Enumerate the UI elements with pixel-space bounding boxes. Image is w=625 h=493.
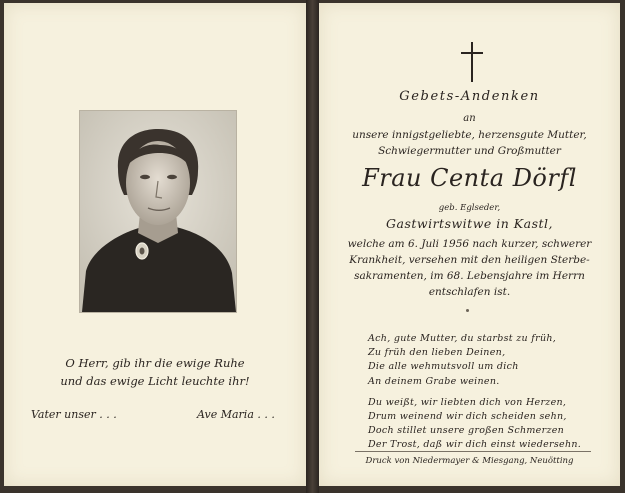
body-line: entschlafen ist.	[428, 286, 511, 298]
cross-icon	[461, 42, 483, 82]
poem-line: Ach, gute Mutter, du starbst zu früh,	[368, 333, 557, 344]
printer-credit: Druck von Niedermayer & Miesgang, Neuötting	[365, 456, 574, 466]
card-fold	[306, 0, 319, 493]
maiden-name: geb. Eglseder,	[438, 203, 501, 213]
left-card	[4, 3, 306, 486]
poem-line: Du weißt, wir liebten dich von Herzen,	[368, 396, 567, 408]
portrait-image	[80, 111, 236, 312]
vater-unser-text: Vater unser . . .	[31, 408, 117, 421]
prayer-text	[4, 354, 306, 390]
poem-line: Zu früh den lieben Deinen,	[368, 347, 506, 359]
deceased-name: Frau Centa Dörfl	[362, 164, 577, 192]
divider-line	[355, 451, 591, 452]
occupation-text: Gastwirtswitwe in Kastl,	[386, 216, 553, 231]
right-card	[319, 3, 620, 486]
poem	[368, 332, 608, 453]
portrait-photo	[79, 110, 237, 313]
body-line: sakramenten, im 68. Lebensjahre im Herrn	[354, 270, 585, 282]
stanza-gap	[368, 389, 608, 396]
separator-dot	[466, 309, 469, 312]
prayer-line: O Herr, gib ihr die ewige Ruhe	[65, 356, 245, 370]
poem-line: An deinem Grabe weinen.	[368, 375, 500, 387]
poem-line: Drum weinend wir dich scheiden sehn,	[368, 411, 567, 423]
prayer-line: und das ewige Licht leuchte ihr!	[60, 374, 250, 388]
dedication-line-2: Schwiegermutter und Großmutter	[378, 145, 561, 157]
poem-line: Doch stillet unsere großen Schmerzen	[368, 425, 565, 437]
ave-maria-text: Ave Maria . . .	[197, 408, 275, 421]
poem-line: Die alle wehmutsvoll um dich	[368, 361, 519, 373]
dedication-line-1: unsere innigstgeliebte, herzensgute Mutter,	[352, 129, 587, 141]
body-line: welche am 6. Juli 1956 nach kurzer, schwerer	[347, 238, 592, 250]
heading-an: an	[463, 113, 476, 124]
poem-line: Der Trost, daß wir dich einst wiedersehn.	[368, 439, 582, 451]
body-line: Krankheit, versehen mit den heiligen Sterbe-	[349, 254, 590, 266]
heading-title: Gebets-Andenken	[399, 89, 540, 104]
